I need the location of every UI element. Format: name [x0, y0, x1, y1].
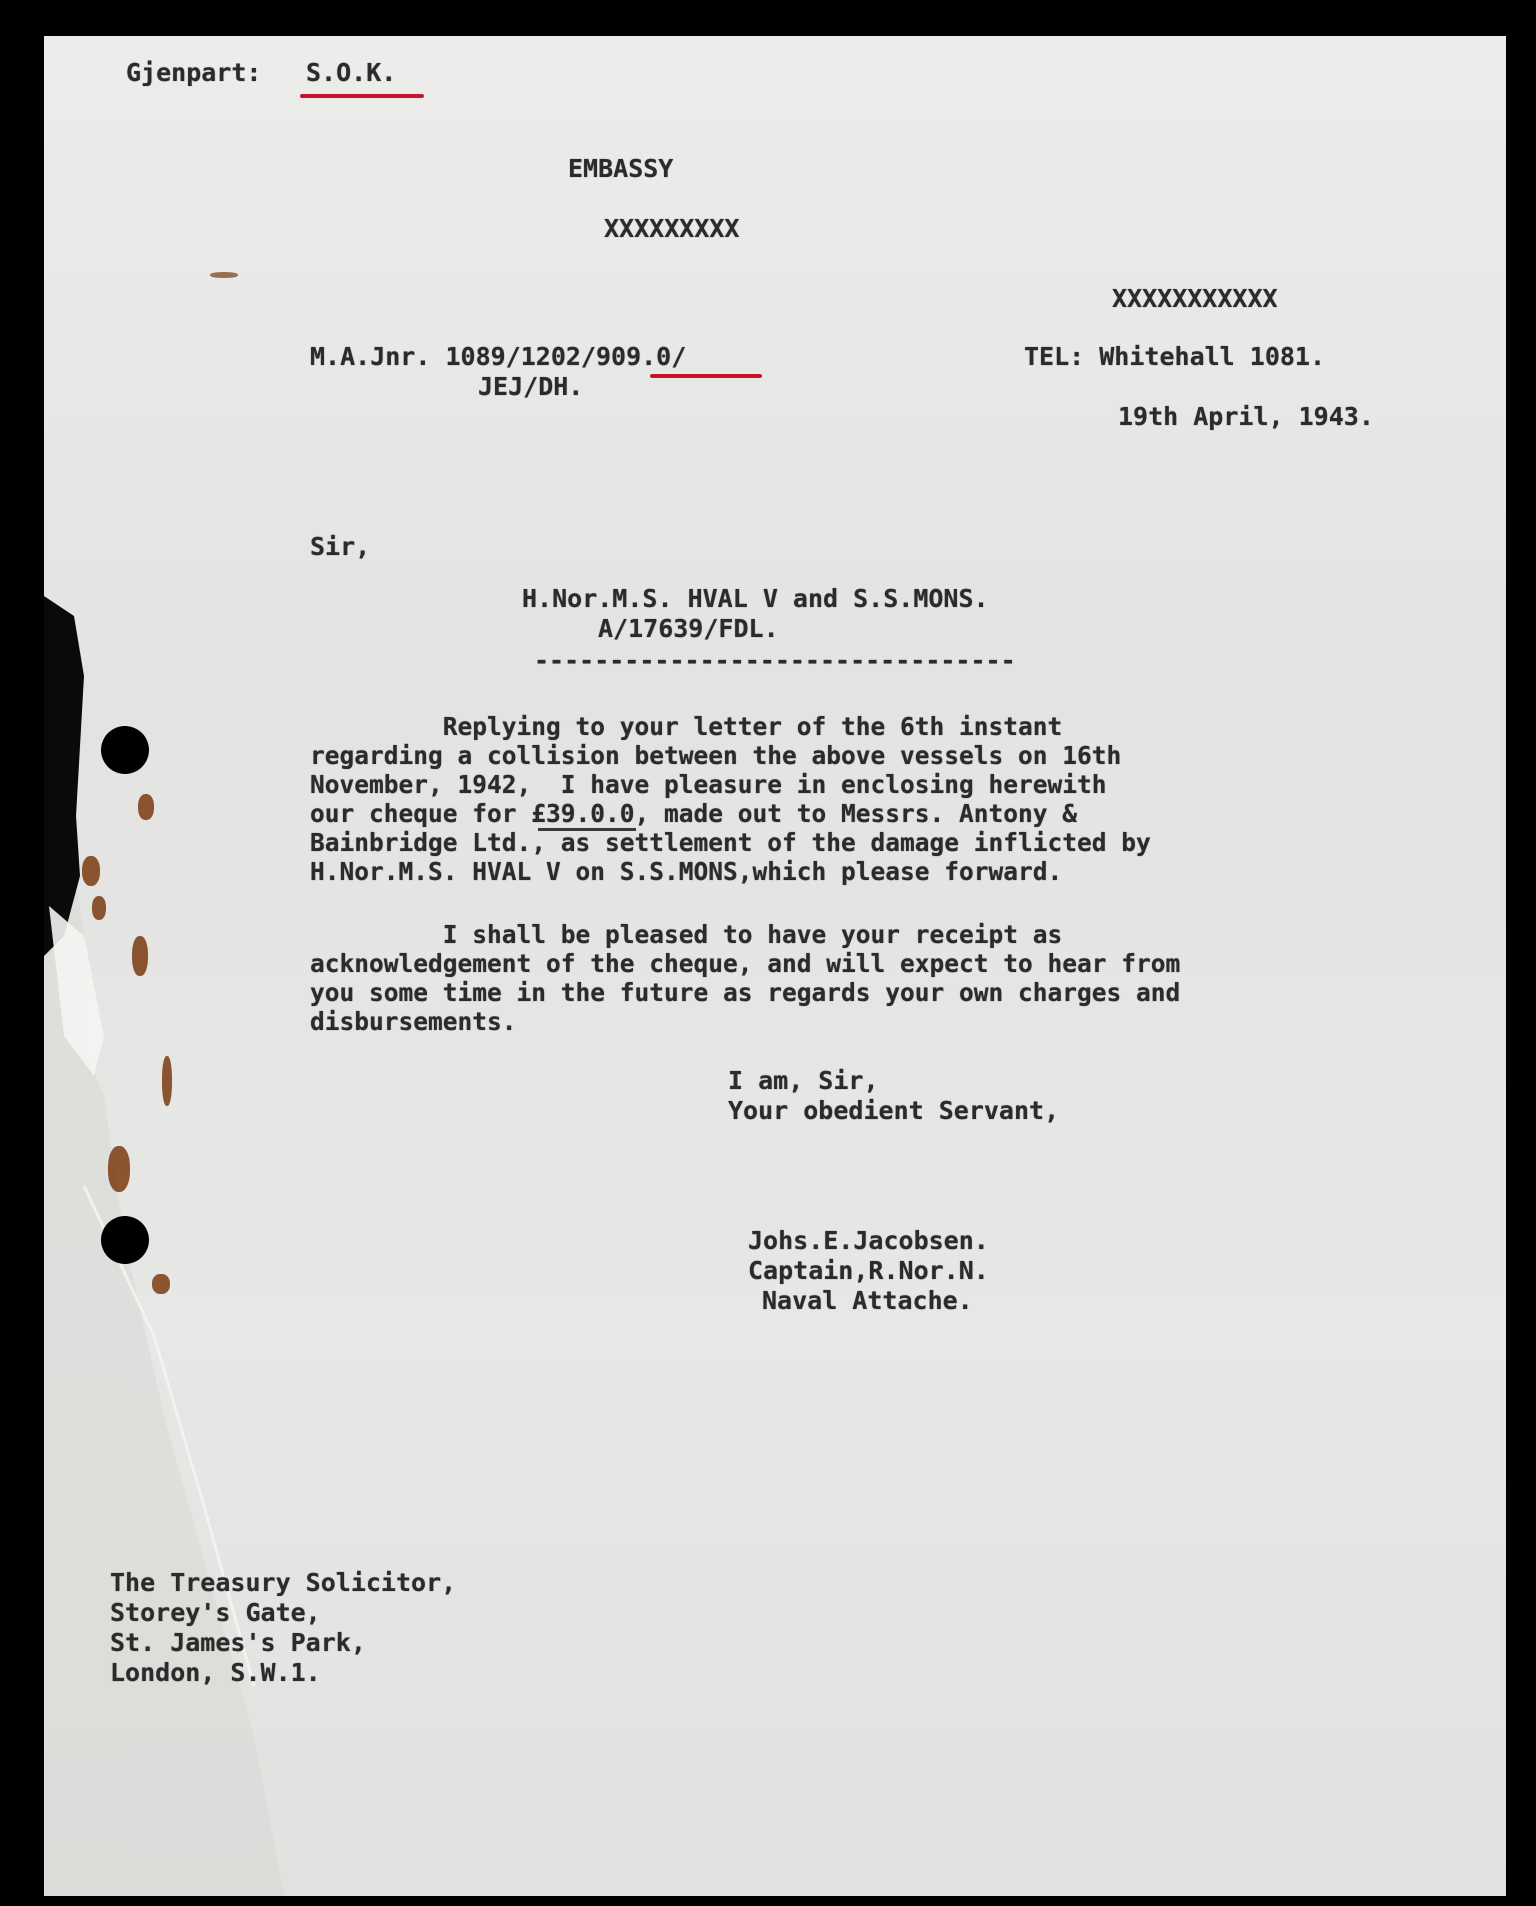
body-line: you some time in the future as regards your own charges and: [310, 978, 1181, 1007]
body-line: I shall be pleased to have your receipt as: [310, 920, 1063, 949]
ink-mark: [210, 272, 238, 278]
typist-initials: JEJ/DH.: [478, 372, 584, 401]
body-line: our cheque for £39.0.0, made out to Messrs. Antony &: [310, 799, 1078, 828]
body-line: H.Nor.M.S. HVAL V on S.S.MONS,which please forward.: [310, 857, 1063, 886]
signatory-rank: Captain,R.Nor.N.: [748, 1256, 989, 1285]
rust-stain: [138, 794, 154, 820]
rust-stain: [92, 896, 106, 920]
rust-stain: [152, 1274, 170, 1294]
closing-line: I am, Sir,: [728, 1066, 879, 1095]
salutation: Sir,: [310, 532, 371, 561]
reference-number: M.A.Jnr. 1089/1202/909.0/: [310, 342, 687, 371]
addressee-line: St. James's Park,: [110, 1628, 366, 1657]
letter-page: [44, 36, 1506, 1896]
addressee-line: London, S.W.1.: [110, 1658, 321, 1687]
subject-rule: --------------------------------: [534, 646, 1016, 675]
addressee-line: The Treasury Solicitor,: [110, 1568, 457, 1597]
body-line: Bainbridge Ltd., as settlement of the damage inflicted by: [310, 828, 1151, 857]
subject-line: H.Nor.M.S. HVAL V and S.S.MONS.: [522, 584, 989, 613]
signatory-title: Naval Attache.: [762, 1286, 973, 1315]
red-pencil-underline: [300, 94, 424, 98]
body-line: November, 1942, I have pleasure in enclosing herewith: [310, 770, 1107, 799]
body-line: Replying to your letter of the 6th instant: [310, 712, 1063, 741]
copy-label: Gjenpart:: [126, 58, 262, 87]
subject-reference: A/17639/FDL.: [598, 614, 779, 643]
body-line: disbursements.: [310, 1007, 517, 1036]
struck-out-text: XXXXXXXXX: [604, 214, 740, 243]
letter-date: 19th April, 1943.: [1118, 402, 1374, 431]
embassy-heading: EMBASSY: [568, 154, 674, 183]
rust-stain: [108, 1146, 130, 1192]
rust-stain: [132, 936, 148, 976]
rust-stain: [162, 1056, 172, 1106]
addressee-line: Storey's Gate,: [110, 1598, 321, 1627]
closing-line: Your obedient Servant,: [728, 1096, 1060, 1125]
punch-hole-top: [101, 726, 149, 774]
signatory-name: Johs.E.Jacobsen.: [748, 1226, 989, 1255]
rust-stain: [82, 856, 100, 886]
telephone: TEL: Whitehall 1081.: [1024, 342, 1326, 371]
red-pencil-underline: [650, 374, 762, 378]
body-line: regarding a collision between the above vessels on 16th: [310, 741, 1122, 770]
body-line: acknowledgement of the cheque, and will expect to hear from: [310, 949, 1181, 978]
struck-out-address: XXXXXXXXXXX: [1112, 284, 1278, 313]
punch-hole-bottom: [101, 1216, 149, 1264]
copy-recipient: S.O.K.: [306, 58, 397, 87]
